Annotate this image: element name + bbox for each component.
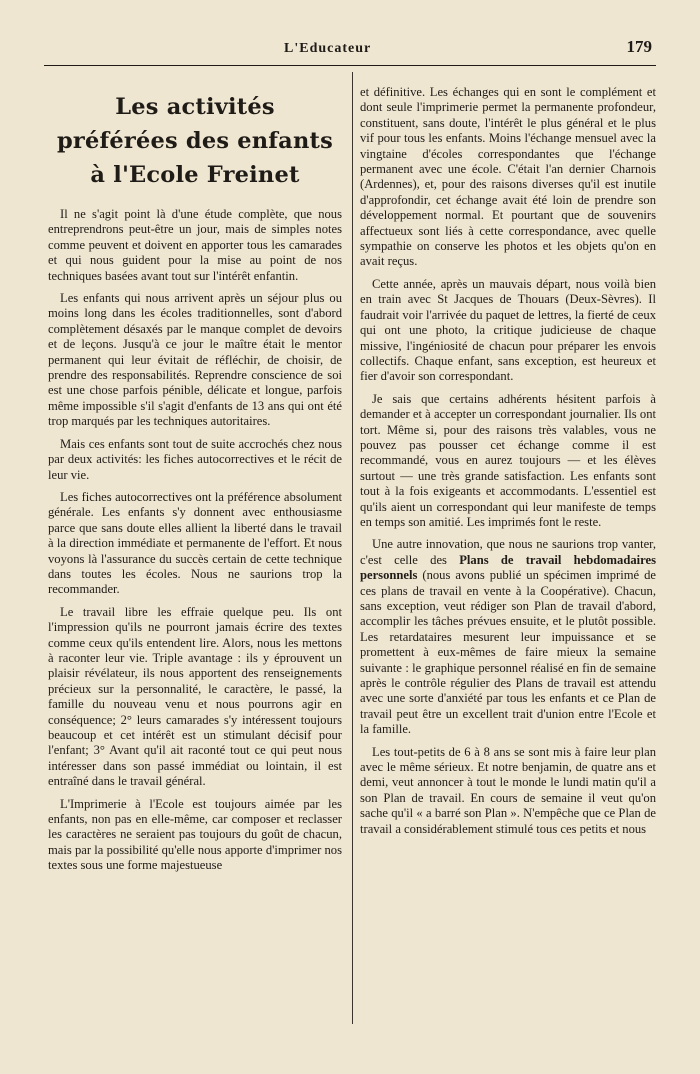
paragraph: Le travail libre les effraie quelque peu. Ils ont l'impression qu'ils ne pourront jamais écrire des textes comme ceux qu'ils entendent lire. Alors, nous les mettons à raconter leur vie. Triple avantage : ils y éprouvent un plaisir révélateur, ils nous apportent des renseignements précieux sur la personnalité, le caractère, le passé, la famille du nouveau venu et nous pourrons agir en conséquence; 2° leurs camarades s'y intéressent toujours beaucoup et cet intérêt est un stimulant décisif pour l'enfant; 3° Avant qu'il ait raconté tout ce qui peut nous intéresser dans son passé immédiat ou lointain, il est entraîné dans le travail général. bbox=[48, 604, 342, 789]
header-rule bbox=[44, 65, 656, 66]
right-column bbox=[360, 85, 656, 844]
paragraph: Les fiches autocorrectives ont la préférence absolument générale. Les enfants s'y donnent avec enthousiasme parce que sans doute elles allient la liberté dans le travail à la direction immédiate et permanente de l'effort. Et nous voyons là l'assurance du succès certain de cette technique dans toutes les écoles. Nous ne saurions trop la recommander. bbox=[48, 489, 342, 597]
paragraph: Cette année, après un mauvais départ, nous voilà bien en train avec St Jacques de Thouars (Deux-Sèvres). Il faudrait voir l'arrivée du paquet de lettres, la fierté de ceux qui ont une photo, la critique judicieuse de chaque missive, l'ingéniosité de chacun pour préparer les envois collectifs. Chaque enfant, sans exception, est heureux et fier d'avoir son correspondant. bbox=[360, 276, 656, 384]
emphasis-text: Plans de travail hebdomadaires personnels bbox=[360, 552, 656, 583]
paragraph: L'Imprimerie à l'Ecole est toujours aimée par les enfants, non pas en elle-même, car composer et reclasser les caractères ne seraient pas toujours du goût de chacun, mais par la possibilité qu'elle nous apporte d'imprimer nos textes sous une forme majestueuse bbox=[48, 796, 342, 873]
paragraph: Mais ces enfants sont tout de suite accrochés chez nous par deux activités: les fiches autocorrectives et le récit de leur vie. bbox=[48, 436, 342, 482]
left-column bbox=[48, 207, 342, 881]
paragraph: Les enfants qui nous arrivent après un séjour plus ou moins long dans les écoles traditionnelles, sont d'abord complètement désaxés par le manque complet de devoirs et de leçons. Jusqu'à ce jour le maître était le mentor permanent qui leur évitait de réfléchir, de choisir, de prendre des responsabilités. Reprendre conscience de soi est une chose parfois pénible, délicate et longue, parfois même impossible s'il s'agit d'enfants de 13 ans qui ont été trop marqués par les techniques autoritaires. bbox=[48, 291, 342, 429]
running-header bbox=[44, 36, 656, 64]
paragraph-text: (nous avons publié un spécimen imprimé de ces plans de travail en vente à la Coopérative). Chacun, sans exception, veut rédiger son Plan de travail d'abord, accomplir les tâches prévues ensuite, et le plutôt possible. Les retardataires mesurent leur impuissance et se promettent à eux-mêmes de faire mieux la semaine suivante : le graphique personnel réalisé en fin de semaine après le contrôle régulier des Plans de travail est attendu avec une sorte d'anxiété par tous les enfants et ce Plan de travail peut être un excellent trait d'union entre l'Ecole et la famille. bbox=[360, 568, 656, 737]
paragraph bbox=[360, 537, 656, 737]
column-divider bbox=[352, 72, 353, 1024]
article-title bbox=[44, 90, 346, 192]
paragraph: et définitive. Les échanges qui en sont le complément et dont seule l'imprimerie permet la permanente profondeur, constituent, sans doute, l'intérêt le plus général et le plus vif pour tous les enfants. Moins l'échange mensuel avec la vingtaine d'écoles correspondantes que l'échange permanent avec une école. C'était l'an dernier Charnois (Ardennes), et, pour des raisons diverses qu'il est inutile d'approfondir, cet échange avait été loin de prendre son développement normal. Et pourtant que de souvenirs affectueux sont liés à cette correspondance, avec quelle sympathie on conserve les photos et les objets qu'on en avait reçus. bbox=[360, 85, 656, 269]
paragraph: Les tout-petits de 6 à 8 ans se sont mis à faire leur plan avec le même sérieux. Et notre benjamin, de quatre ans et demi, veut annoncer à tout le monde le lundi matin qu'il a son Plan de travail. En cours de semaine il veut qu'on sache qu'il « a barré son Plan ». N'empêche que ce Plan de travail a considérablement stimulé tous ces petits et nous bbox=[360, 744, 656, 836]
title-line: préférées des enfants bbox=[57, 128, 333, 154]
title-line: à l'Ecole Freinet bbox=[90, 162, 300, 188]
journal-name: L'Educateur bbox=[284, 41, 372, 56]
title-line: Les activités bbox=[115, 94, 275, 120]
paragraph: Je sais que certains adhérents hésitent parfois à demander et à accepter un correspondant journalier. Ils ont tort. Même si, pour des raisons très valables, vous ne pouvez pas pousser cet échange comme il est recommandé, vous en aurez toujours — et les élèves surtout — une très grande satisfaction. Les enfants sont tout à la fois exigeants et accommodants. L'essentiel est qu'ils aient un correspondant qui leur manifeste de temps en temps son amitié. Les imprimés font le reste. bbox=[360, 391, 656, 529]
paragraph-text: Une autre innovation, que nous ne saurions trop vanter, c'est celle des bbox=[360, 537, 656, 567]
page-number: 179 bbox=[626, 37, 652, 56]
paragraph: Il ne s'agit point là d'une étude complète, que nous entreprendrons peut-être un jour, mais de simples notes comme peuvent et doivent en apporter tous les camarades et qui nous guident pour la mise au point de nos techniques basées avant tout sur l'intérêt enfantin. bbox=[48, 207, 342, 283]
